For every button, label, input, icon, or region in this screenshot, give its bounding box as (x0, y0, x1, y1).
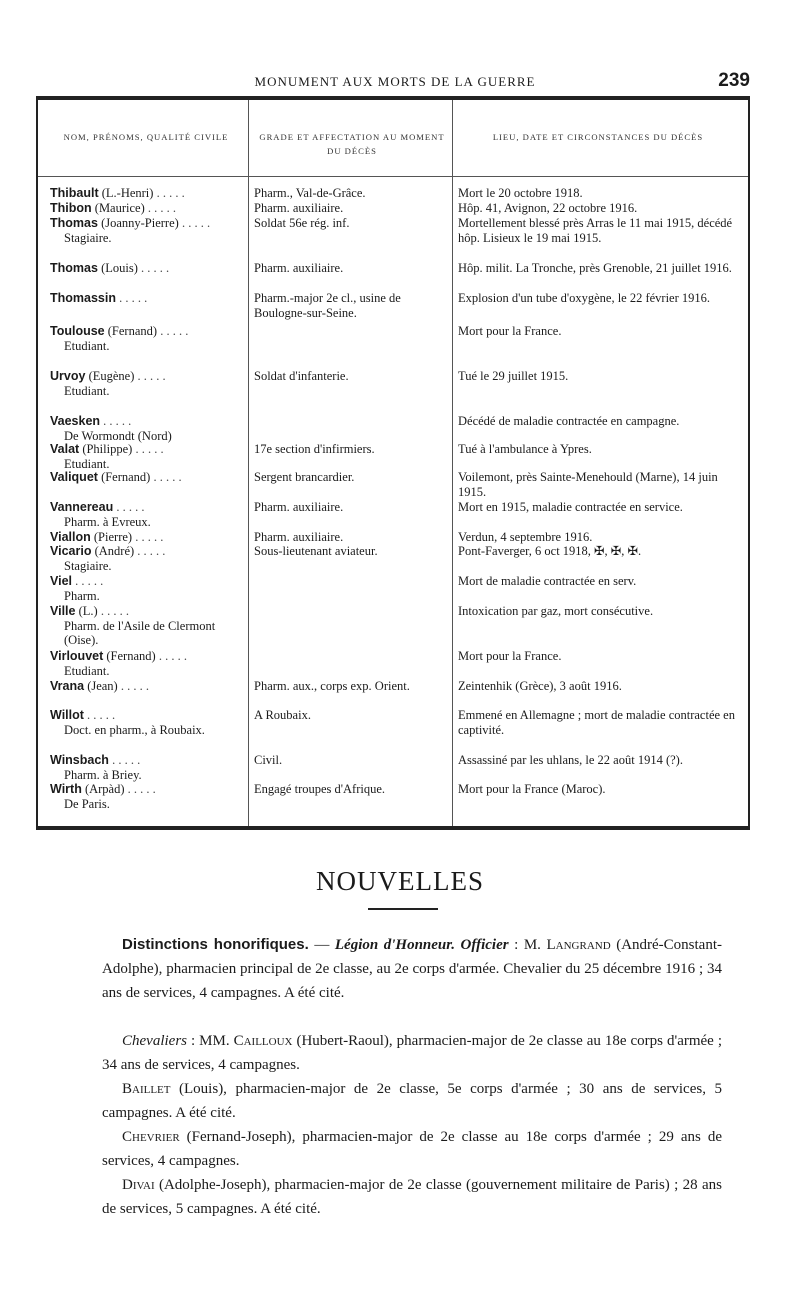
page-number: 239 (718, 70, 750, 91)
given-names: (Maurice) (91, 201, 145, 215)
given-names: (Pierre) (90, 530, 133, 544)
name-cell (50, 369, 250, 398)
lieu-cell: Tué le 29 juillet 1915. (458, 369, 569, 383)
lieu-cell: Mort pour la France (Maroc). (458, 782, 606, 796)
section-title: NOUVELLES (316, 866, 484, 896)
dot-leader: . . . . . (157, 324, 189, 338)
dot-leader: . . . . . (134, 544, 166, 558)
paragraph-chevrier: Chevrier (Fernand-Joseph), pharmacien-major de 2e classe au 18e corps d'armée ; 29 ans de services, 4 campagnes. (102, 1129, 722, 1169)
civil-quality: Stagiaire. (64, 230, 112, 245)
given-names: (Joanny-Pierre) (97, 216, 179, 230)
surname: Winsbach (50, 753, 109, 767)
dot-leader: . . . . . (153, 186, 185, 200)
grade-cell: Sous-lieutenant aviateur. (254, 544, 378, 558)
page-header (40, 70, 750, 94)
name-cell (50, 782, 250, 811)
surname: Thomassin (50, 291, 116, 305)
surname: Thomas (50, 261, 98, 275)
lieu-cell: Mort pour la France. (458, 324, 562, 338)
civil-quality: Pharm. (64, 588, 100, 603)
name-cell (50, 544, 250, 573)
grade-cell: Pharm.-major 2e cl., usine de Boulogne-sur-Seine. (254, 291, 401, 320)
name-cell (50, 649, 250, 678)
lieu-cell: Voilemont, près Sainte-Menehould (Marne), 14 juin 1915. (458, 470, 718, 499)
given-names: (Philippe) (79, 442, 133, 456)
lieu-cell: Assassiné par les uhlans, le 22 août 1914 (?). (458, 753, 683, 767)
header-divider (38, 176, 748, 177)
person-name: Chevrier (122, 1129, 180, 1145)
lieu-cell: Mortellement blessé près Arras le 11 mai 1915, décédé hôp. Lisieux le 19 mai 1915. (458, 216, 733, 245)
surname: Valat (50, 442, 80, 456)
name-cell (50, 186, 250, 201)
lieu-cell: Intoxication par gaz, mort consécutive. (458, 604, 654, 618)
lieu-cell: Mort pour la France. (458, 649, 562, 663)
grade-cell: 17e section d'infirmiers. (254, 442, 375, 456)
grade-cell: Soldat 56e rég. inf. (254, 216, 350, 230)
legion-heading: Légion d'Honneur. Officier (334, 937, 509, 953)
surname: Ville (50, 604, 76, 618)
lieu-cell: Mort de maladie contractée en serv. (458, 574, 637, 588)
grade-cell: Civil. (254, 753, 283, 767)
grade-cell: Pharm. auxiliaire. (254, 530, 344, 544)
lieu-cell: Hôp. milit. La Tronche, près Grenoble, 21 juillet 1916. (458, 261, 732, 275)
name-cell (50, 291, 250, 306)
name-cell (50, 604, 250, 648)
name-cell (50, 414, 250, 443)
civil-quality: Etudiant. (64, 383, 110, 398)
surname: Vannereau (50, 500, 114, 514)
dot-leader: . . . . . (144, 201, 177, 215)
dot-leader: . . . . . (134, 369, 166, 383)
civil-quality: Stagiaire. (64, 558, 112, 573)
name-cell (50, 679, 250, 694)
dot-leader: . . . . . (113, 500, 145, 514)
lieu-cell: Hôp. 41, Avignon, 22 octobre 1916. (458, 201, 638, 215)
column-header-name: NOM, PRÉNOMS, QUALITÉ CIVILE (63, 132, 229, 142)
surname: Vrana (50, 679, 85, 693)
grade-cell: Pharm. auxiliaire. (254, 201, 344, 215)
surname: Vicario (50, 544, 92, 558)
name-cell (50, 442, 250, 471)
lieu-cell: Décédé de maladie contractée en campagne. (458, 414, 680, 428)
column-header-grade: GRADE ET AFFECTATION AU MOMENT DU DÉCÈS (259, 132, 445, 156)
paragraph-chevaliers: Chevaliers : MM. Cailloux (Hubert-Raoul), pharmacien-major de 2e classe au 18e corps d'armée ; 34 ans de services, 4 campagnes. (102, 1033, 723, 1073)
grade-cell: Soldat d'infanterie. (254, 369, 349, 383)
lieu-cell: Zeintenhik (Grèce), 3 août 1916. (458, 679, 622, 693)
dot-leader: . . . . . (178, 216, 211, 230)
civil-quality: Pharm. de l'Asile de Clermont (Oise). (64, 618, 216, 647)
grade-cell: Pharm. aux., corps exp. Orient. (254, 679, 410, 693)
lieu-cell: Verdun, 4 septembre 1916. (458, 530, 593, 544)
grade-cell: Pharm. auxiliaire. (254, 261, 344, 275)
person-name: Langrand (546, 937, 611, 953)
dot-leader: . . . . . (155, 649, 187, 663)
given-names: (Eugène) (85, 369, 135, 383)
surname: Vaesken (50, 414, 101, 428)
dot-leader: . . . . . (137, 261, 170, 275)
name-cell (50, 470, 250, 485)
surname: Thomas (50, 216, 98, 230)
given-names: (André) (91, 544, 135, 558)
dot-leader: . . . . . (108, 753, 141, 767)
name-cell (50, 753, 250, 782)
given-names: (Fernand) (104, 324, 158, 338)
civil-quality: Etudiant. (64, 338, 110, 353)
dot-leader: . . . . . (100, 414, 132, 428)
title-rule (368, 908, 438, 910)
dot-leader: . . . . . (117, 679, 149, 693)
lieu-cell: Tué à l'ambulance à Ypres. (458, 442, 592, 456)
name-cell (50, 216, 250, 245)
distinctions-heading: Distinctions honorifiques. (122, 936, 309, 953)
name-cell (50, 261, 250, 276)
civil-quality: De Wormondt (Nord) (64, 428, 172, 443)
given-names: (Jean) (84, 679, 118, 693)
civil-quality: De Paris. (64, 796, 110, 811)
given-names: (Arpàd) (81, 782, 125, 796)
column-header-lieu: LIEU, DATE ET CIRCONSTANCES DU DÉCÈS (492, 132, 704, 142)
lieu-cell: Mort en 1915, maladie contractée en service. (458, 500, 683, 514)
dot-leader: . . . . . (72, 574, 104, 588)
name-cell (50, 324, 250, 353)
dot-leader: . . . . . (83, 708, 116, 722)
surname: Thibault (50, 186, 99, 200)
deaths-table (36, 96, 750, 830)
surname: Toulouse (50, 324, 105, 338)
lieu-cell: Mort le 20 octobre 1918. (458, 186, 583, 200)
surname: Viel (50, 574, 73, 588)
name-cell (50, 530, 250, 545)
civil-quality: Pharm. à Evreux. (64, 514, 151, 529)
name-cell (50, 708, 250, 737)
grade-cell: A Roubaix. (254, 708, 311, 722)
paragraph-divai: Divai (Adolphe-Joseph), pharmacien-major de 2e classe (gouvernement militaire de Paris) ; 28 ans de services, 5 campagnes. A été cité. (102, 1177, 722, 1217)
chevaliers-heading: Chevaliers (122, 1033, 187, 1049)
given-names: (L.-Henri) (98, 186, 154, 200)
grade-cell: Pharm., Val-de-Grâce. (254, 186, 366, 200)
dot-leader: . . . . . (150, 470, 182, 484)
dot-leader: . . . . . (132, 530, 164, 544)
name-cell (50, 500, 250, 529)
surname: Wirth (50, 782, 82, 796)
person-name: Baillet (122, 1081, 171, 1097)
given-names: (Fernand) (97, 470, 151, 484)
given-names: (Louis) (97, 261, 138, 275)
grade-cell: Sergent brancardier. (254, 470, 355, 484)
surname: Virlouvet (50, 649, 104, 663)
dot-leader: . . . . . (132, 442, 164, 456)
lieu-cell: Pont-Faverger, 6 oct 1918, ✠, ✠, ✠. (458, 544, 642, 558)
dot-leader: . . . . . (124, 782, 156, 796)
surname: Willot (50, 708, 84, 722)
dot-leader: . . . . . (116, 291, 148, 305)
civil-quality: Pharm. à Briey. (64, 767, 142, 782)
surname: Valiquet (50, 470, 98, 484)
surname: Viallon (50, 530, 91, 544)
dot-leader: . . . . . (97, 604, 129, 618)
surname: Urvoy (50, 369, 86, 383)
name-cell (50, 201, 250, 216)
given-names: (L.) (75, 604, 98, 618)
civil-quality: Doct. en pharm., à Roubaix. (64, 722, 205, 737)
person-name: Cailloux (233, 1033, 293, 1049)
running-title: MONUMENT AUX MORTS DE LA GUERRE (254, 74, 536, 89)
name-cell (50, 574, 250, 603)
grade-cell: Engagé troupes d'Afrique. (254, 782, 386, 796)
surname: Thibon (50, 201, 92, 215)
lieu-cell: Explosion d'un tube d'oxygène, le 22 février 1916. (458, 291, 711, 305)
person-name: Divai (122, 1177, 155, 1193)
grade-cell: Pharm. auxiliaire. (254, 500, 344, 514)
paragraph-distinctions: Distinctions honorifiques. — Légion d'Honneur. Officier : M. Langrand (André-Constant-Adolphe), pharmacien principal de 2e classe, au 2e corps d'armée. Chevalier du 25 décembre 1916 ; 34 ans de services, 4 campagnes. A été cité. (102, 936, 722, 1001)
paragraph-baillet: Baillet (Louis), pharmacien-major de 2e classe, 5e corps d'armée ; 30 ans de services, 5 campagnes. A été cité. (102, 1081, 722, 1121)
civil-quality: Etudiant. (64, 663, 110, 678)
given-names: (Fernand) (103, 649, 156, 663)
civil-quality: Etudiant. (64, 456, 110, 471)
lieu-cell: Emmené en Allemagne ; mort de maladie contractée en captivité. (458, 708, 735, 737)
